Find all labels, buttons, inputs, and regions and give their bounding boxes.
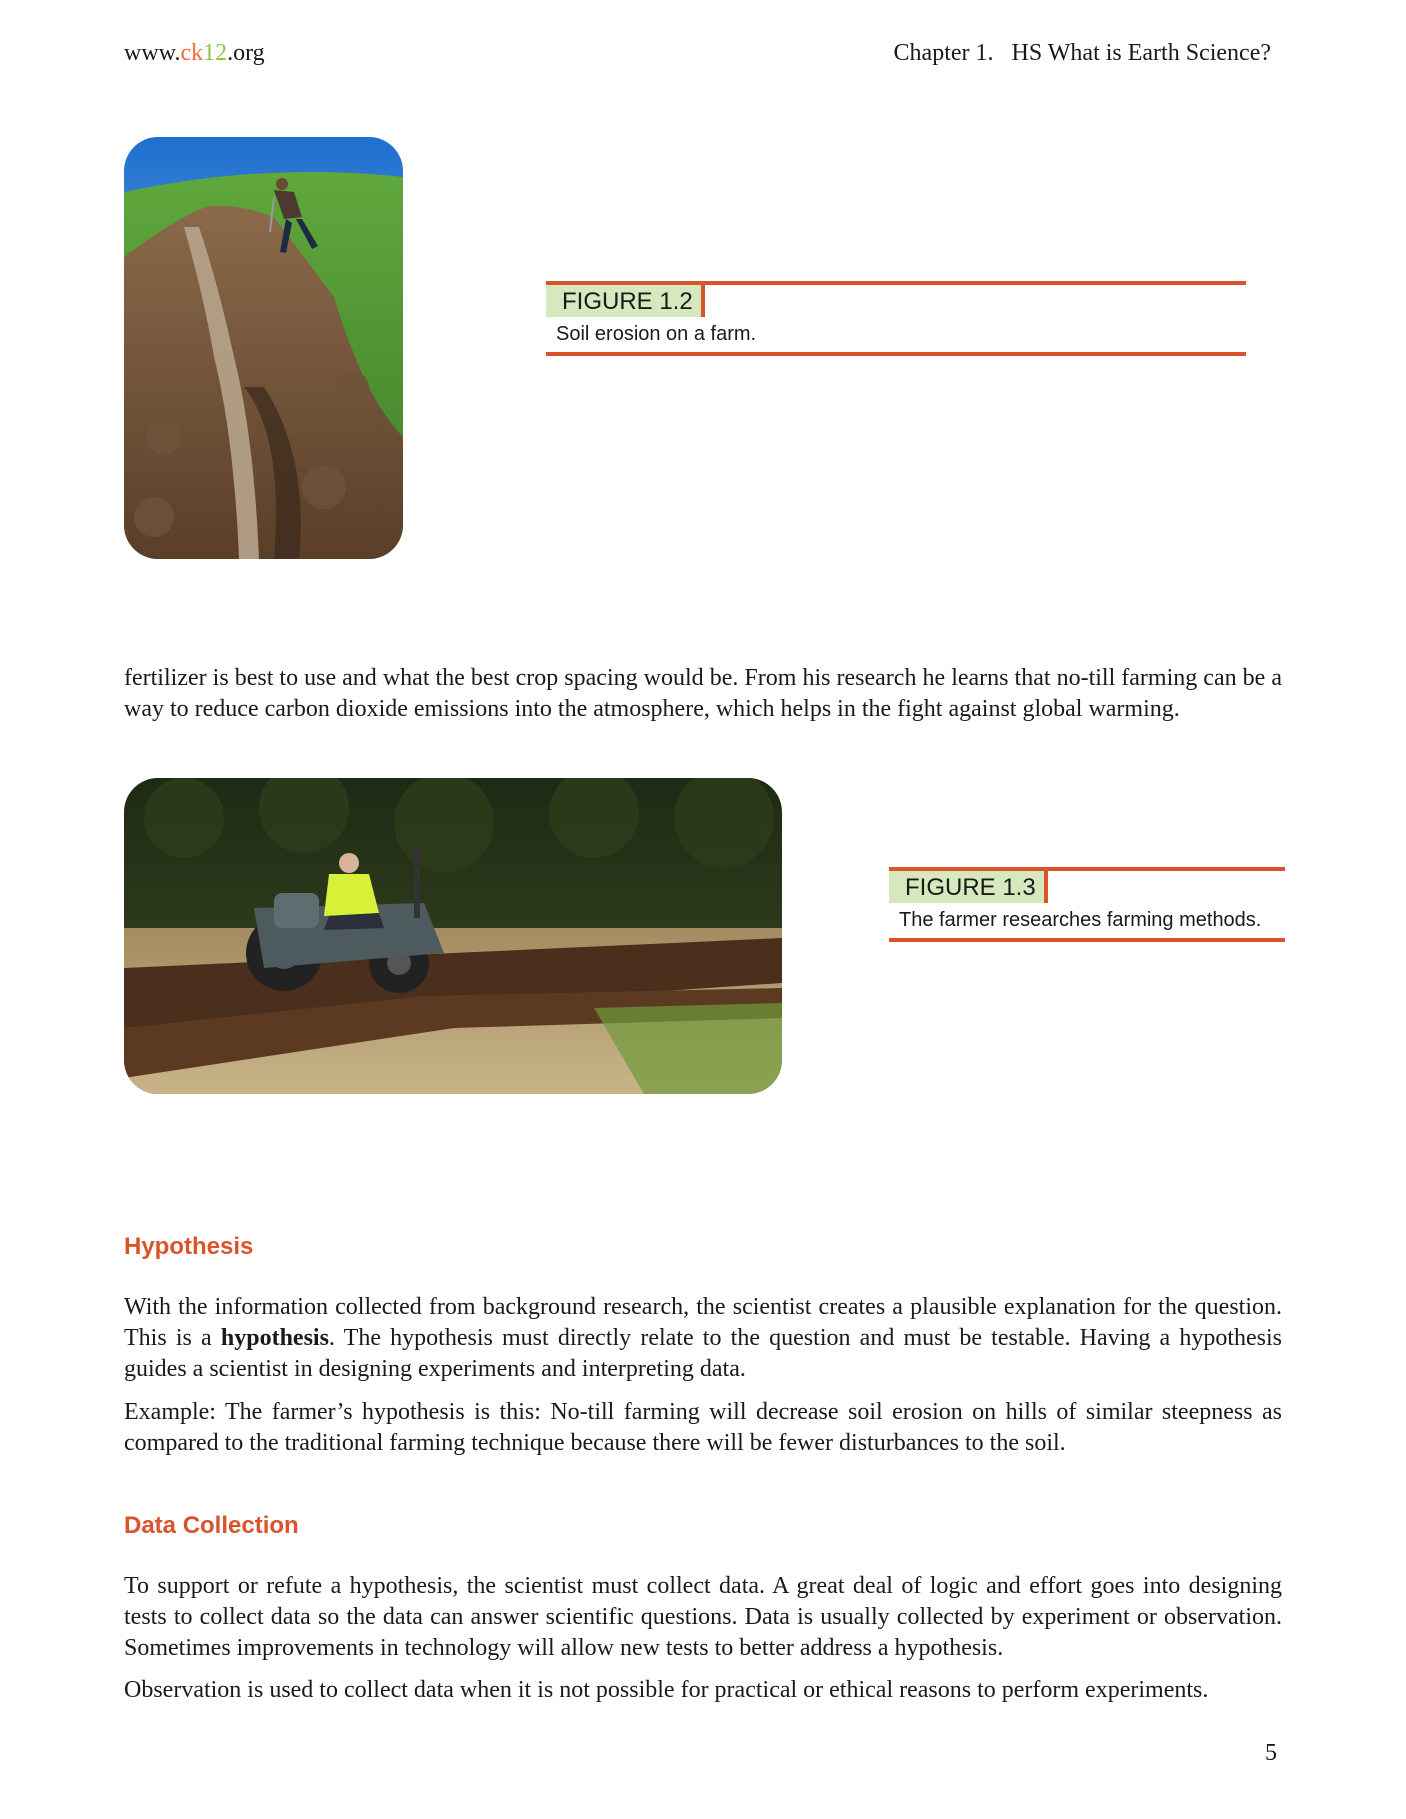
chapter-title: Chapter 1. HS What is Earth Science? (893, 40, 1271, 66)
hypothesis-paragraph-2: Example: The farmer’s hypothesis is this: No-till farming will decrease soil erosion on hills of similar steepness as compared to the traditional farming technique because there will be fewer disturbances to the soil. (124, 1399, 1282, 1456)
site-url[interactable] (124, 40, 265, 67)
figure-1-2-caption-box (546, 281, 1246, 356)
figure-1-2-caption: Soil erosion on a farm. (556, 323, 757, 345)
page-number: 5 (1265, 1740, 1277, 1766)
hypothesis-p1-before: With the information collected from background research, the scientist creates a plausible explanation for the question. This is a (124, 1294, 1282, 1351)
figure-1-3-caption: The farmer researches farming methods. (899, 909, 1262, 931)
hypothesis-p1-after: . The hypothesis must directly relate to the question and must be testable. Having a hypothesis guides a scientist in designing experiments and interpreting data. (124, 1325, 1282, 1382)
hypothesis-term: hypothesis (220, 1325, 329, 1351)
figure-1-3-label: FIGURE 1.3 (889, 871, 1048, 903)
hypothesis-heading: Hypothesis (124, 1233, 254, 1260)
data-collection-paragraph-1: To support or refute a hypothesis, the scientist must collect data. A great deal of logic and effort goes into designing tests to collect data so the data can answer scientific questions. Data is usually collected by experiment or observation. Sometimes improvements in technology will allow new tests to better address a hypothesis. (124, 1573, 1282, 1661)
intro-paragraph: fertilizer is best to use and what the best crop spacing would be. From his research he learns that no-till farming can be a way to reduce carbon dioxide emissions into the atmosphere, which helps in the fight against global warming. (124, 665, 1282, 722)
data-collection-heading: Data Collection (124, 1512, 299, 1539)
tractor-photo (124, 778, 782, 1094)
figure-1-3-caption-box (889, 867, 1285, 942)
site-ck: ck (180, 40, 204, 66)
site-suffix: .org (227, 40, 265, 66)
data-collection-paragraph-2: Observation is used to collect data when it is not possible for practical or ethical reasons to perform experiments. (124, 1677, 1209, 1703)
hypothesis-paragraph-1 (124, 1292, 1282, 1385)
site-prefix: www. (124, 40, 181, 66)
soil-erosion-photo (124, 137, 403, 559)
site-12: 12 (203, 40, 228, 66)
figure-1-2-label: FIGURE 1.2 (546, 285, 705, 317)
